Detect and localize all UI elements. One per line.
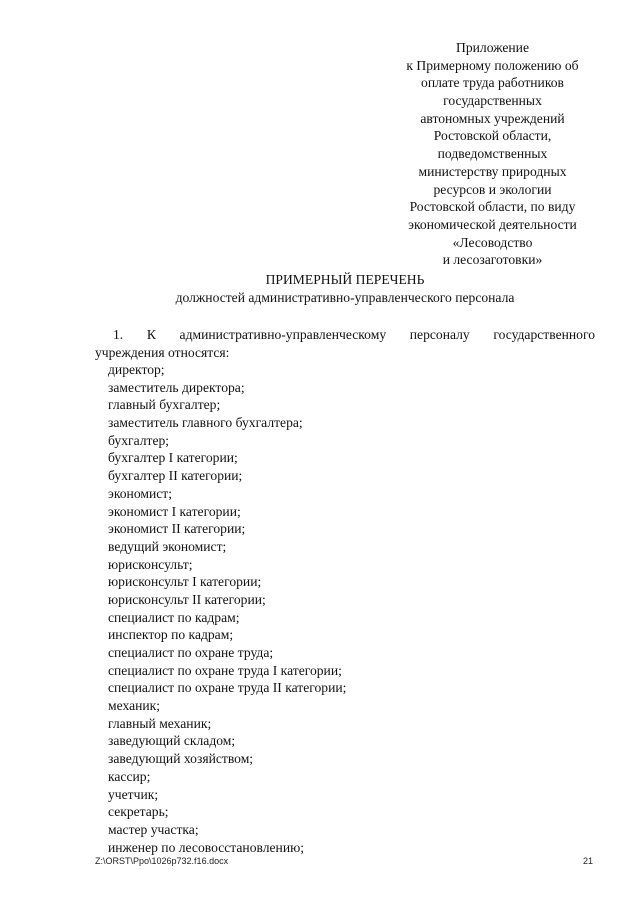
list-item: заместитель директора; [108,379,245,395]
appendix-block [395,39,590,269]
list-item: секретарь; [108,804,169,820]
list-item: экономист II категории; [108,521,246,537]
title-subheading: должностей административно-управленческого персонала [175,289,515,305]
appendix-line: государственных [443,93,542,109]
list-item: механик; [108,698,161,714]
list-item: заведующий хозяйством; [108,751,254,767]
appendix-line: к Примерному положению об [406,57,579,73]
list-item: главный бухгалтер; [108,397,221,413]
appendix-line: Ростовской области, по виду [409,199,576,215]
list-item: учетчик; [108,786,159,802]
list-item: специалист по охране труда II категории; [108,680,347,696]
positions-list [108,361,346,856]
appendix-line: подведомственных [437,146,548,162]
list-item: специалист по охране труда I категории; [108,662,342,678]
list-item: экономист I категории; [108,503,241,519]
page-number: 21 [583,856,594,866]
list-item: ведущий экономист; [108,538,227,554]
appendix-line: и лесозаготовки» [442,252,543,268]
appendix-line: автономных учреждений [420,110,565,126]
appendix-line: министерству природных [418,163,567,179]
list-item: бухгалтер; [108,432,170,448]
appendix-line: «Лесоводство [452,234,533,250]
appendix-line: Приложение [456,40,529,55]
list-item: специалист по охране труда; [108,645,274,660]
list-item: экономист; [108,485,172,501]
list-item: юрисконсульт I категории; [108,574,262,590]
appendix-line: Ростовской области, [433,128,552,144]
list-item: заместитель главного бухгалтера; [108,415,303,431]
list-item: кассир; [108,768,151,784]
list-item: мастер участка; [108,821,199,837]
footer-file-path: Z:\ORST\Ppo\1026p732.f16.docx [95,856,229,866]
intro-paragraph-continuation: учреждения относятся: [95,345,230,360]
list-item: специалист по кадрам; [108,609,240,625]
document-title [110,271,580,306]
list-item: бухгалтер II категории; [108,468,243,484]
list-item: главный механик; [108,715,212,731]
list-item: инспектор по кадрам; [108,627,234,643]
list-item: инженер по лесовосстановлению; [108,839,305,855]
list-item: директор; [108,362,165,377]
list-item: бухгалтер I категории; [108,450,238,466]
list-item: заведующий складом; [108,733,236,749]
list-item: юрисконсульт; [108,556,193,572]
appendix-line: ресурсов и экологии [433,181,552,197]
list-item: юрисконсульт II категории; [108,591,266,607]
title-heading: ПРИМЕРНЫЙ ПЕРЕЧЕНЬ [265,272,425,287]
appendix-line: экономической деятельности [408,216,577,232]
intro-paragraph-first-line: 1. К административно-управленческому персоналу государственного [113,327,595,342]
appendix-line: оплате труда работников [421,75,564,91]
